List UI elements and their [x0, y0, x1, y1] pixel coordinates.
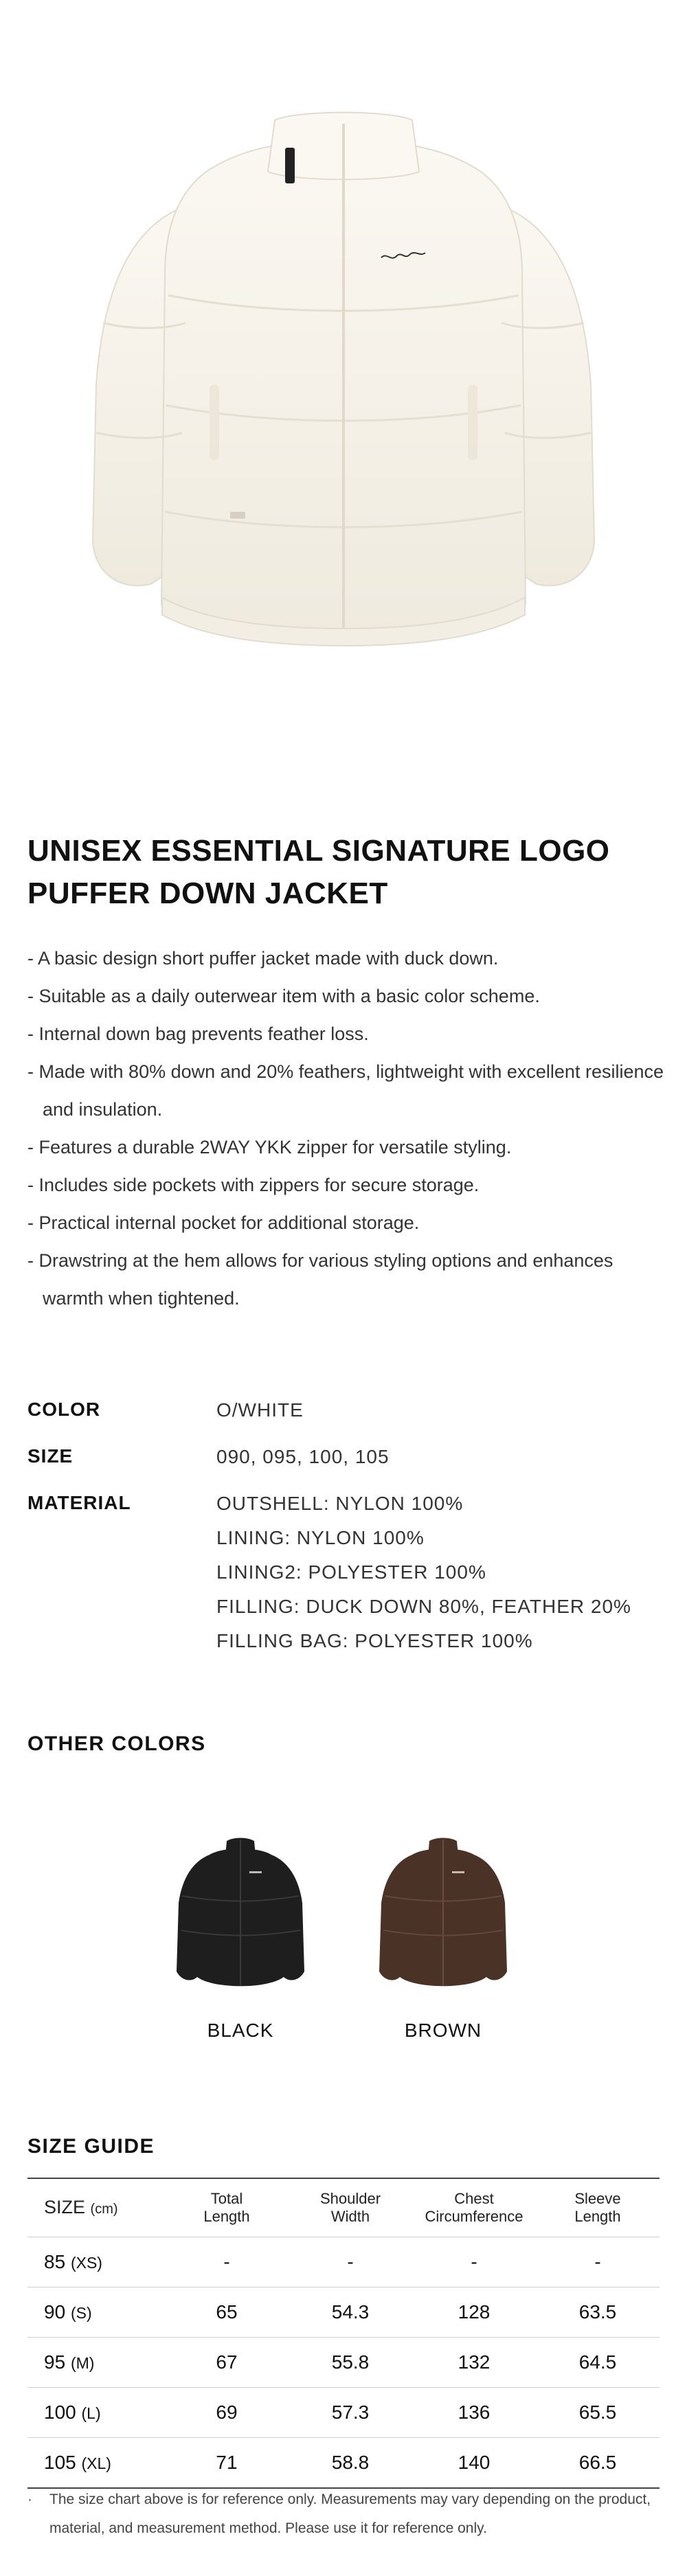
header-shoulder-width: Shoulder Width [319, 2190, 381, 2225]
product-title-line-1: UNISEX ESSENTIAL SIGNATURE LOGO [27, 834, 610, 868]
table-row: 90 (S) 65 54.3 128 63.5 [27, 2287, 660, 2338]
puffer-jacket-illustration [0, 0, 687, 769]
other-colors-title: OTHER COLORS [27, 1732, 206, 1755]
size-guide-header-row [27, 2178, 660, 2237]
material-line: LINING2: POLYESTER 100% [216, 1561, 486, 1583]
header-chest-circumference: Chest Circumference [425, 2190, 523, 2225]
product-image [0, 0, 687, 769]
description-item: - Internal down bag prevents feather loss. [27, 1024, 369, 1044]
spec-row-material [27, 1487, 660, 1658]
size-guide-title: SIZE GUIDE [27, 2135, 155, 2158]
spec-size-label: SIZE [27, 1445, 74, 1467]
header-total-length: Total Length [203, 2190, 250, 2225]
spec-color-label: COLOR [27, 1399, 101, 1420]
description-item: - Includes side pockets with zippers for secure storage. [27, 1175, 480, 1195]
product-title [27, 830, 660, 915]
table-row: 85 (XS) - - - - [27, 2237, 660, 2287]
other-color-brown-thumbnail[interactable] [364, 1814, 522, 2006]
material-line: FILLING BAG: POLYESTER 100% [216, 1630, 533, 1651]
description-item: - Made with 80% down and 20% feathers, lightweight with excellent resilience and insulation. [27, 1061, 664, 1120]
material-line: FILLING: DUCK DOWN 80%, FEATHER 20% [216, 1596, 631, 1617]
note-text: The size chart above is for reference only. Measurements may vary depending on the product, material, and measurement method. Please use it for reference only. [49, 2492, 651, 2536]
table-row: 105 (XL) 71 58.8 140 66.5 [27, 2438, 660, 2489]
other-color-black-label[interactable]: BLACK [207, 2020, 274, 2041]
material-line: OUTSHELL: NYLON 100% [216, 1493, 464, 1514]
size-guide-note [27, 2485, 682, 2543]
product-spec [27, 1393, 660, 1671]
brown-jacket-icon [364, 1814, 522, 2006]
spec-material-values [216, 1487, 631, 1658]
header-sleeve-length: Sleeve Length [574, 2190, 621, 2225]
spec-row-color [27, 1393, 660, 1427]
description-item: - A basic design short puffer jacket made with duck down. [27, 948, 499, 969]
other-color-brown-label[interactable]: BROWN [404, 2020, 482, 2041]
material-line: LINING: NYLON 100% [216, 1527, 425, 1548]
other-color-black-thumbnail[interactable] [161, 1814, 319, 2006]
table-row: 95 (M) 67 55.8 132 64.5 [27, 2338, 660, 2388]
black-jacket-icon [161, 1814, 319, 2006]
description-item: - Drawstring at the hem allows for various styling options and enhances warmth when tightened. [27, 1250, 613, 1309]
note-bullet: · [27, 2492, 32, 2507]
description-item: - Suitable as a daily outerwear item with a basic color scheme. [27, 986, 540, 1006]
table-row: 100 (L) 69 57.3 136 65.5 [27, 2388, 660, 2438]
description-item: - Features a durable 2WAY YKK zipper for versatile styling. [27, 1137, 512, 1157]
spec-color-value: O/WHITE [216, 1399, 304, 1421]
product-description [27, 940, 673, 1318]
spec-row-size [27, 1440, 660, 1474]
spec-material-label: MATERIAL [27, 1492, 131, 1513]
product-title-line-2: PUFFER DOWN JACKET [27, 877, 388, 910]
size-guide-table [27, 2178, 660, 2489]
spec-size-value: 090, 095, 100, 105 [216, 1446, 390, 1467]
header-size: SIZE (cm) [44, 2196, 118, 2217]
description-item: - Practical internal pocket for additional storage. [27, 1212, 420, 1233]
